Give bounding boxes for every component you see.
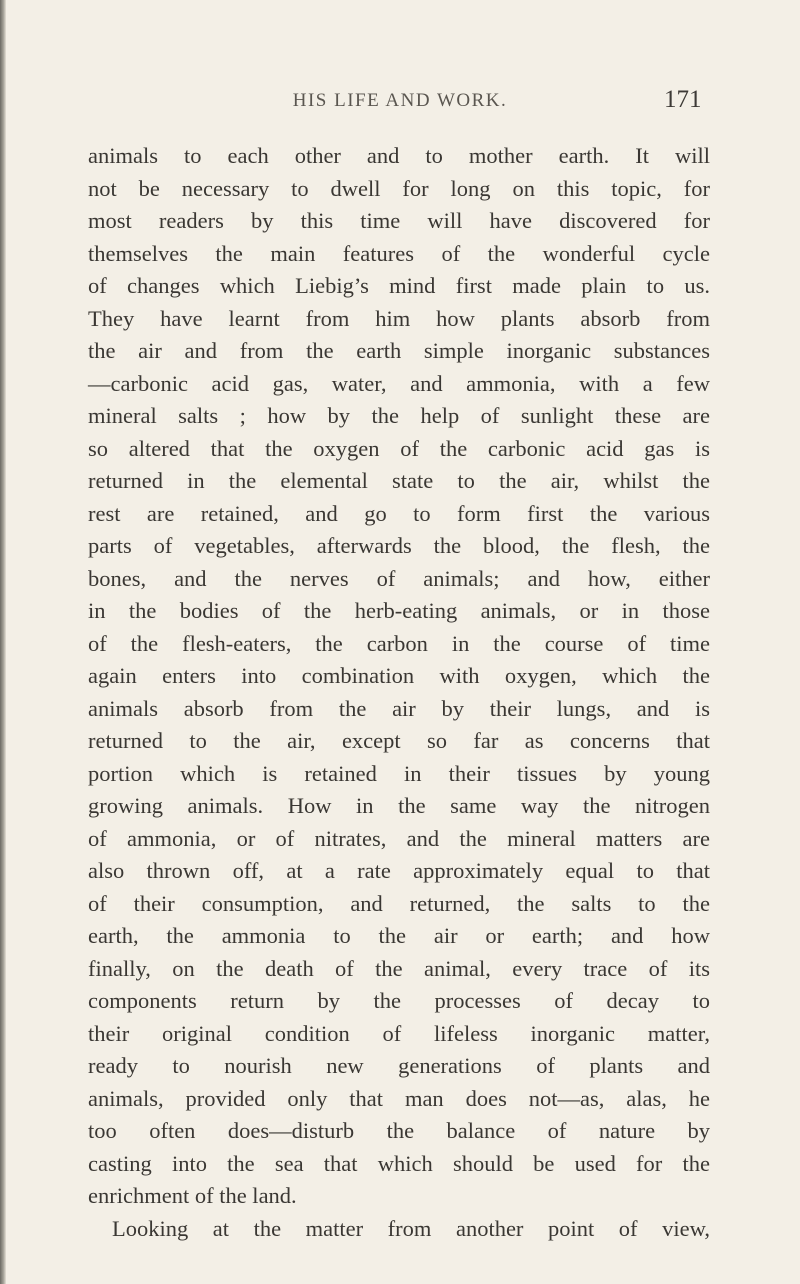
text-line: returned to the air, except so far as concerns that: [88, 728, 710, 753]
text-line: rest are retained, and go to form first the various: [88, 500, 710, 526]
body-text: [88, 140, 710, 1245]
paragraph-start-line: Looking at the matter from another point of view,: [112, 1215, 710, 1241]
text-line: their original condition of lifeless inorganic matter,: [88, 1020, 710, 1046]
page-header: [0, 86, 800, 116]
page-gutter-shadow: [0, 0, 6, 1284]
text-line: too often does—disturb the balance of nature by: [88, 1118, 710, 1143]
text-line: not be necessary to dwell for long on this topic, for: [88, 175, 710, 201]
text-line: in the bodies of the herb-eating animals, or in those: [88, 598, 710, 623]
page-number: 171: [664, 86, 702, 113]
text-line: They have learnt from him how plants absorb from: [88, 305, 710, 331]
text-line: of the flesh-eaters, the carbon in the course of time: [88, 630, 710, 656]
text-line: portion which is retained in their tissues by young: [88, 760, 710, 786]
text-line: most readers by this time will have discovered for: [88, 208, 710, 233]
text-line: animals, provided only that man does not—as, alas, he: [88, 1085, 710, 1111]
text-line: —carbonic acid gas, water, and ammonia, with a few: [88, 370, 710, 396]
text-line: themselves the main features of the wonderful cycle: [88, 240, 710, 266]
text-line: animals absorb from the air by their lungs, and is: [88, 695, 710, 721]
text-line: of their consumption, and returned, the salts to the: [88, 890, 710, 916]
text-line: returned in the elemental state to the air, whilst the: [88, 468, 710, 493]
running-head: HIS LIFE AND WORK.: [292, 90, 508, 111]
text-line: also thrown off, at a rate approximately equal to that: [88, 858, 710, 883]
paragraph-end-line: enrichment of the land.: [88, 1183, 297, 1208]
text-line: components return by the processes of decay to: [88, 988, 710, 1013]
text-line: parts of vegetables, afterwards the blood, the flesh, the: [88, 533, 710, 558]
text-line: bones, and the nerves of animals; and how, either: [88, 565, 710, 591]
text-line: the air and from the earth simple inorganic substances: [88, 338, 710, 363]
text-line: again enters into combination with oxygen, which the: [88, 663, 710, 688]
text-line: so altered that the oxygen of the carbonic acid gas is: [88, 435, 710, 461]
text-line: growing animals. How in the same way the nitrogen: [88, 793, 710, 818]
text-line: of ammonia, or of nitrates, and the mineral matters are: [88, 825, 710, 851]
text-line: casting into the sea that which should be used for the: [88, 1150, 710, 1176]
text-line: ready to nourish new generations of plants and: [88, 1053, 710, 1078]
text-line: mineral salts ; how by the help of sunlight these are: [88, 403, 710, 428]
text-line: of changes which Liebig’s mind first made plain to us.: [88, 273, 710, 298]
text-line: finally, on the death of the animal, every trace of its: [88, 955, 710, 981]
text-line: earth, the ammonia to the air or earth; and how: [88, 923, 710, 948]
text-line: animals to each other and to mother earth. It will: [88, 143, 710, 168]
